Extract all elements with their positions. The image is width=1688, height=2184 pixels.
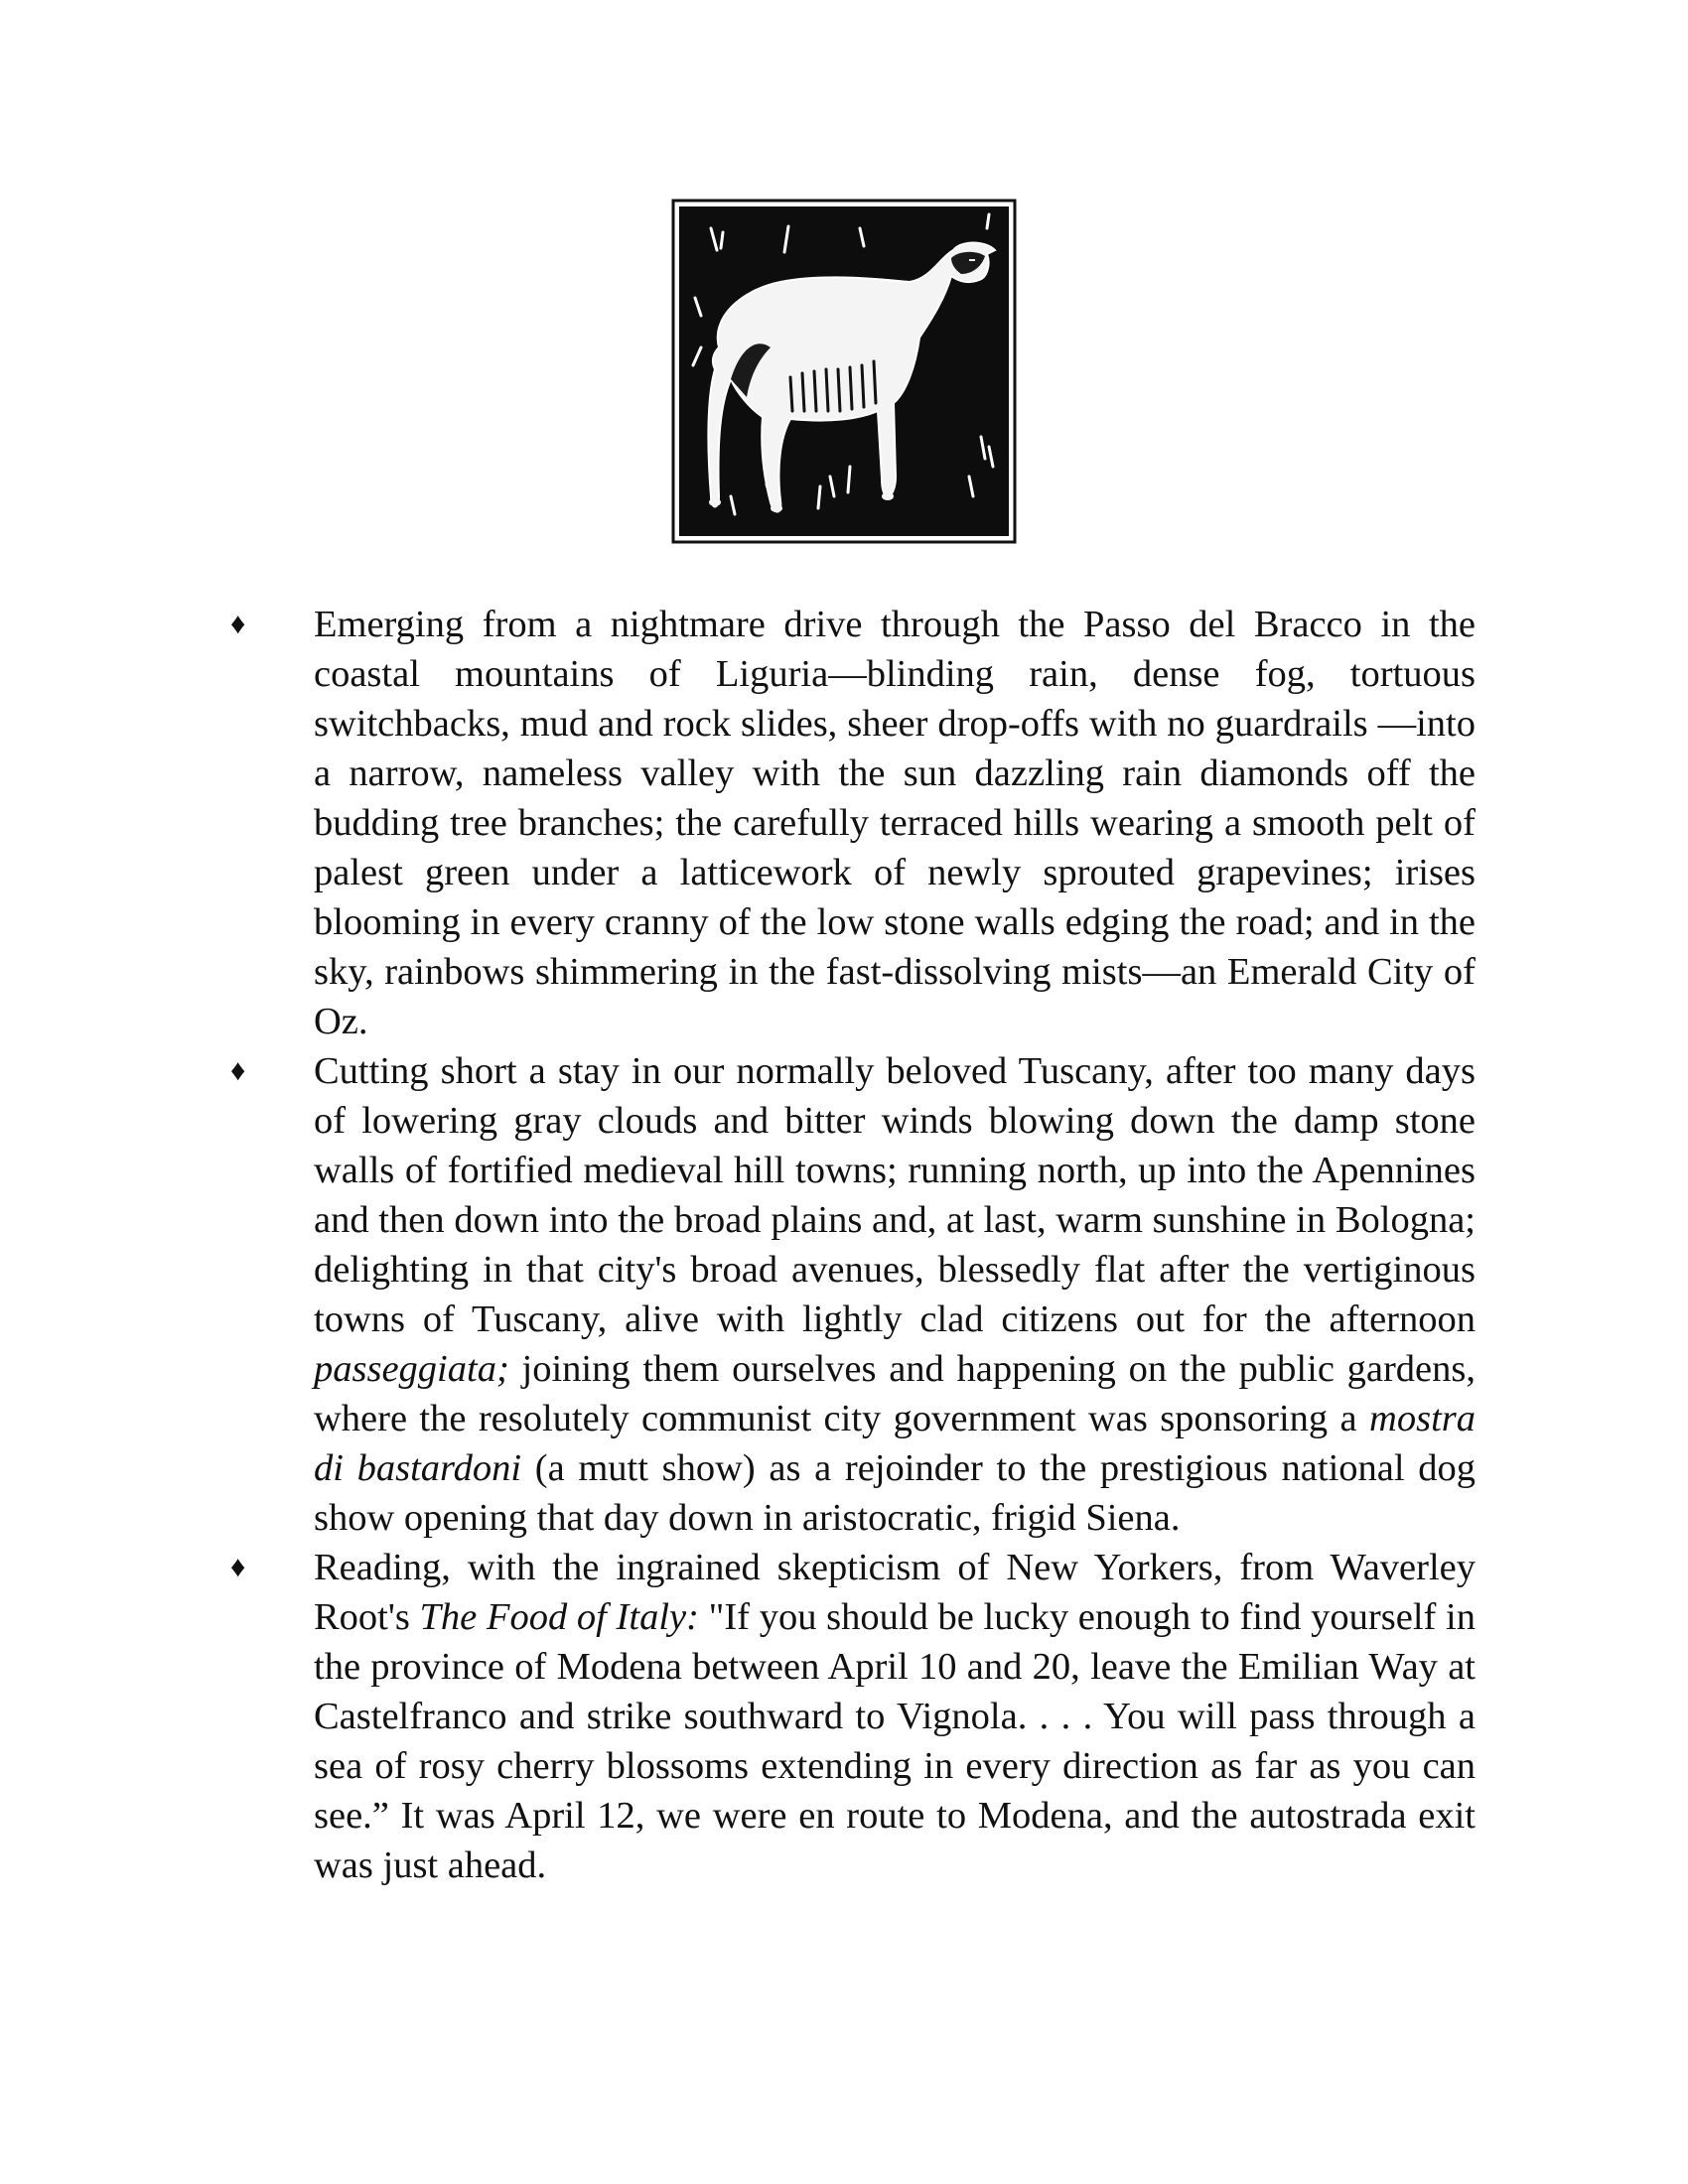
- diamond-bullet-icon: ♦: [230, 1551, 246, 1583]
- paragraph-text: joining them ourselves and happening on the public gardens, where the resolutely communist city government was sponsoring a: [314, 1348, 1476, 1439]
- bullet-item: [230, 1543, 1476, 1890]
- bullet-item: [230, 1046, 1476, 1543]
- diamond-bullet-icon: ♦: [230, 608, 246, 640]
- bullet-list: [230, 600, 1476, 1890]
- italic-term: passeggiata;: [314, 1348, 509, 1390]
- paragraph-text: (a mutt show) as a rejoinder to the prestigious national dog show opening that day down in aristocratic, frigid Siena.: [314, 1447, 1476, 1539]
- book-title: The Food of Italy:: [419, 1596, 699, 1638]
- diamond-bullet-icon: ♦: [230, 1054, 246, 1087]
- paragraph-text: "If you should be lucky enough to find yourself in the province of Modena between April 10 and 20, leave the Emilian Way at Castelfranco and strike southward to Vignola. . . . You will pass through a sea of rosy cherry blossoms extending in every direction as far as you can see.” It was April 12, we were en route to Modena, and the autostrada exit was just ahead.: [314, 1596, 1476, 1886]
- paragraph-text: Reading, with the ingrained skepticism of New Yorkers, from Waverley Root's: [314, 1547, 1476, 1638]
- lamb-woodcut-icon: [671, 199, 1017, 544]
- bullet-item: [230, 600, 1476, 1046]
- italic-term: mostra di bastardoni: [314, 1398, 1476, 1489]
- paragraph-text: Cutting short a stay in our normally beloved Tuscany, after too many days of lowering gray clouds and bitter winds blowing down the damp stone walls of fortified medieval hill towns; running north, up into the Apennines and then down into the broad plains and, at last, warm sunshine in Bologna; delighting in that city's broad avenues, blessedly flat after the vertiginous towns of Tuscany, alive with lightly clad citizens out for the afternoon: [314, 1050, 1476, 1340]
- paragraph-text: Emerging from a nightmare drive through the Passo del Bracco in the coastal mountains of Liguria—blinding rain, dense fog, tortuous switchbacks, mud and rock slides, sheer drop-offs with no guardrails —into a narrow, nameless valley with the sun dazzling rain diamonds off the budding tree branches; the carefully terraced hills wearing a smooth pelt of palest green under a latticework of newly sprouted grapevines; irises blooming in every cranny of the low stone walls edging the road; and in the sky, rainbows shimmering in the fast-dissolving mists—an Emerald City of Oz.: [314, 604, 1476, 1042]
